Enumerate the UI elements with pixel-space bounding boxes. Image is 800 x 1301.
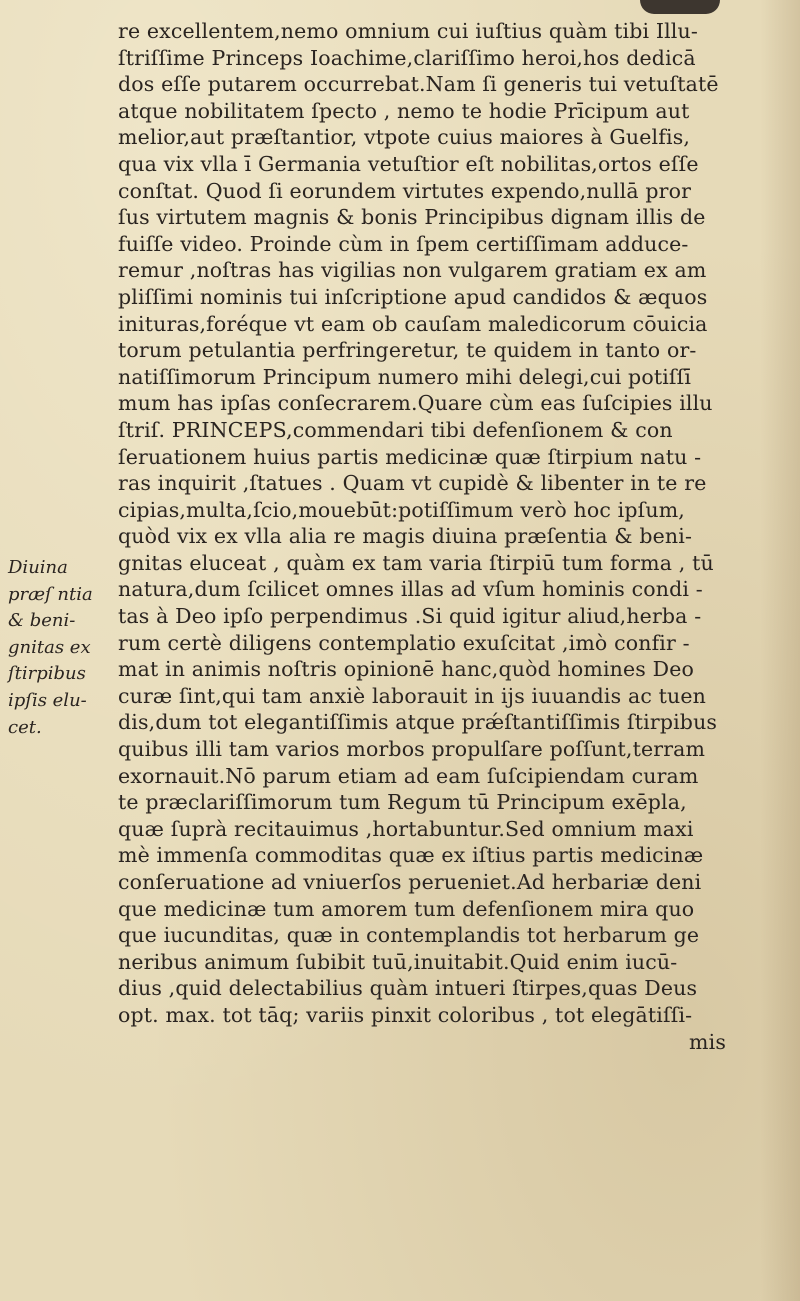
text-line: curæ ſint,qui tam anxiè laborauit in ijs iuuandis ac tuen [118,683,707,708]
text-line: quòd vix ex vlla alia re magis diuina præſentia & beni- [118,524,693,549]
text-line: inituras,foréque vt eam ob cauſam maledicorum cōuicia [118,311,708,336]
text-line: dis,dum tot elegantiſſimis atque prǽſtantiſſimis ſtirpibus [118,710,718,735]
text-line: opt. max. tot tāq; variis pinxit coloribus , tot elegātiſſi- [118,1002,693,1027]
margin-note-line: Diuina [8,557,68,578]
text-line: qua vix vlla ī Germania vetuſtior eſt nobilitas,ortos eſſe [118,151,699,176]
page-edge-shadow [760,0,800,1301]
text-line: te præclariſſimorum tum Regum tū Principum exēpla, [118,790,687,815]
text-line: natiſſimorum Principum numero mihi delegi,cui potiſſī [118,364,692,389]
text-line: tas à Deo ipſo perpendimus .Si quid igitur aliud,herba - [118,604,702,629]
text-line: rum certè diligens contemplatio exuſcitat ,imò confir - [118,630,690,655]
text-line: conſeruatione ad vniuerſos perueniet.Ad herbariæ deni [118,870,702,894]
text-line: mum has ipſas conſecrarem.Quare cùm eas ſuſcipies illu [118,391,713,416]
text-line: cipias,multa,ſcio,mouebūt:potiſſimum verò hoc ipſum, [118,497,685,522]
text-line: que iucunditas, quæ in contemplandis tot herbarum ge [118,923,700,948]
text-line: neribus animum ſubibit tuū,inuitabit.Quid enim iucū- [118,949,678,974]
text-line: exornauit.Nō parum etiam ad eam ſuſcipiendam curam [118,763,699,788]
text-line: melior,aut præſtantior, vtpote cuius maiores à Guelfis, [118,125,691,150]
margin-note-line: ſtirpibus [8,663,86,685]
text-line: gnitas eluceat , quàm ex tam varia ſtirpiū tum forma , tū [118,550,714,575]
margin-note-line: gnitas ex [8,636,91,658]
text-line: dius ,quid delectabilius quàm intueri ſtirpes,quas Deus [118,976,698,1001]
main-text-block [118,18,738,1055]
text-line: torum petulantia perfringeretur, te quidem in tanto or- [118,338,697,363]
text-line: dos eſſe putarem occurrebat.Nam ſi generis tui vetuſtatē [118,72,719,97]
margin-note-line: ipſis elu- [8,689,87,711]
text-line: ras inquirit ,ſtatues . Quam vt cupidè & libenter in te re [118,471,707,496]
text-line: ſtriſ. PRINCEPS,commendari tibi defenſionem & con [118,417,673,442]
text-line: re excellentem,nemo omnium cui iuſtius quàm tibi Illu- [118,19,698,43]
text-line: pliſſimi nominis tui inſcriptione apud candidos & æquos [118,284,708,309]
text-line: ſus virtutem magnis & bonis Principibus dignam illis de [118,205,706,230]
text-line: remur ,noſtras has vigilias non vulgarem gratiam ex am [118,258,707,283]
text-line: que medicinæ tum amorem tum defenſionem mira quo [118,896,695,921]
text-line: ſeruationem huius partis medicinæ quæ ſtirpium natu - [118,444,702,469]
text-line: natura,dum ſcilicet omnes illas ad vſum hominis condi - [118,577,703,602]
text-line: ſtriſſime Princeps Ioachime,clariſſimo heroi,hos dedicā [118,45,696,70]
text-line: quibus illi tam varios morbos propulſare poſſunt,terram [118,737,706,762]
margin-note-line: præſ ntia [8,583,93,605]
text-line: quæ ſuprà recitauimus ,hortabuntur.Sed omnium maxi [118,816,694,841]
margin-note-line: & beni- [8,610,76,632]
text-line: mat in animis noſtris opinionē hanc,quòd homines Deo [118,657,694,682]
text-line: conſtat. Quod ſi eorundem virtutes expendo,nullā pror [118,178,692,203]
catchword: mis [689,1029,726,1054]
text-line: atque nobilitatem ſpecto , nemo te hodie Prīcipum aut [118,98,690,123]
ink-mark [640,0,720,14]
text-line: mè immenſa commoditas quæ ex iſtius partis medicinæ [118,843,704,868]
text-line: fuiſſe video. Proinde cùm in ſpem certiſſimam adduce- [118,231,689,256]
marginal-note [8,555,108,741]
margin-note-line: cet. [8,716,42,738]
